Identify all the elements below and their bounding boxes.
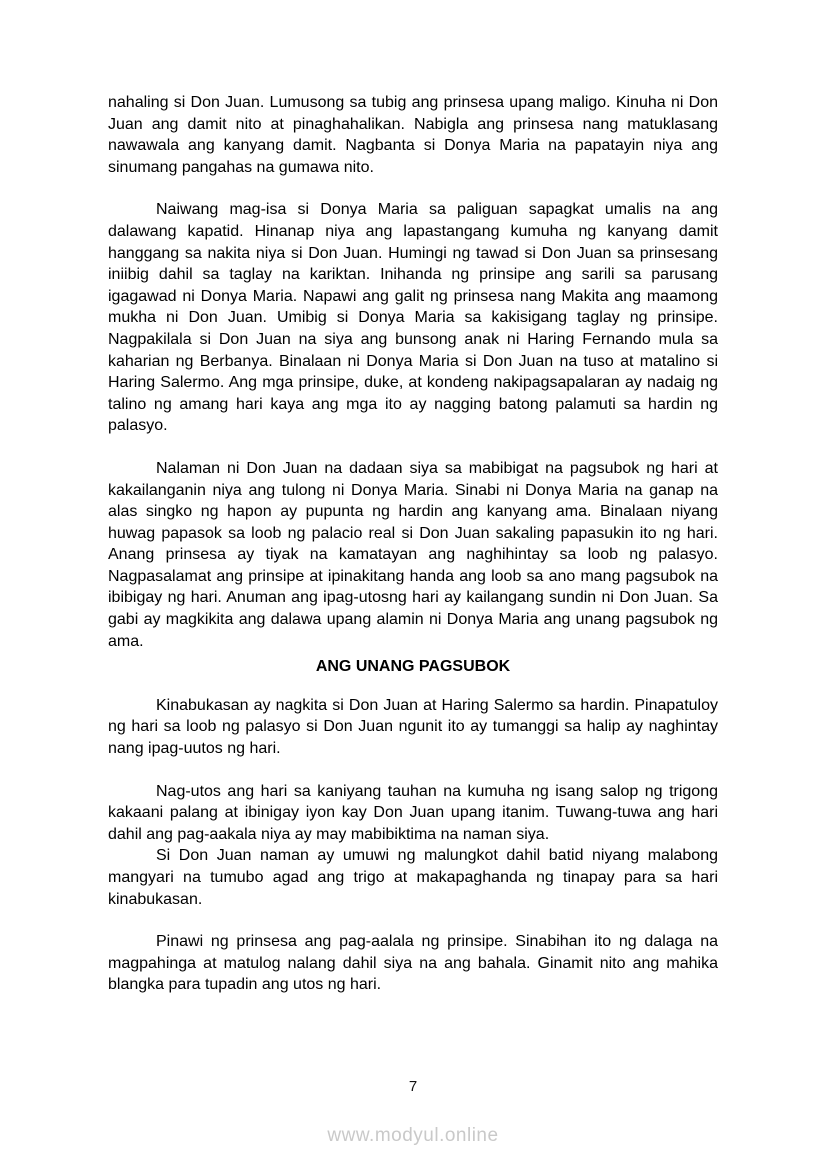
section-heading: ANG UNANG PAGSUBOK: [315, 658, 511, 676]
paragraph-continuation: nahaling si Don Juan. Lumusong sa tubig ang prinsesa upang maligo. Kinuha ni Don Juan ang damit nito at pinaghahalikan. Nabigla ang prinsesa nang matuklasang nawawala ang kanyang damit. Nagbanta si Donya Maria na papatayin niya ang sinumang pangahas na gumawa nito.: [108, 94, 718, 176]
page-number: 7: [408, 1078, 418, 1095]
document-body: [108, 92, 718, 1017]
paragraph: Pinawi ng prinsesa ang pag-aalala ng prinsipe. Sinabihan ito ng dalaga na magpahinga at matulog nalang dahil siya na ang bahala. Ginamit nito ang mahika blangka para tupadin ang utos ng hari.: [108, 933, 718, 994]
paragraph: Naiwang mag-isa si Donya Maria sa paliguan sapagkat umalis na ang dalawang kapatid. Hinanap niya ang lapastangang kumuha ng kanyang damit hanggang sa nakita niya si Don Juan. Humingi ng tawad si Don Juan sa prinsesang iniibig dahil sa taglay na kariktan. Inihanda ng prinsipe ang sarili sa parusang igagawad ni Donya Maria. Napawi ang galit ng prinsesa nang Makita ang maamong mukha ni Don Juan. Umibig si Donya Maria sa kakisigang taglay ng prinsipe. Nagpakilala si Don Juan na siya ang bunsong anak ni Haring Fernando mula sa kaharian ng Berbanya. Binalaan ni Donya Maria si Don Juan na tuso at matalino si Haring Salermo. Ang mga prinsipe, duke, at kondeng nakipagsapalaran ay nadaig ng talino ng amang hari kaya ang mga ito ay nagging batong palamuti sa hardin ng palasyo.: [108, 201, 718, 435]
watermark: www.modyul.online: [327, 1125, 499, 1146]
paragraph: Kinabukasan ay nagkita si Don Juan at Haring Salermo sa hardin. Pinapatuloy ng hari sa loob ng palasyo si Don Juan ngunit ito ay tumanggi sa halip ay naghintay nang ipag-uutos ng hari.: [108, 696, 718, 758]
paragraph: Si Don Juan naman ay umuwi ng malungkot dahil batid niyang malabong mangyari na tumubo agad ang trigo at makapaghanda ng tinapay para sa hari kinabukasan.: [108, 847, 718, 908]
paragraph: Nalaman ni Don Juan na dadaan siya sa mabibigat na pagsubok ng hari at kakailanganin niya ang tulong ni Donya Maria. Sinabi ni Donya Maria na ganap na alas singko ng hapon ay pupunta ng hardin ang kanyang ama. Binalaan niyang huwag papasok sa loob ng palacio real si Don Juan sakaling papasukin ito ng hari. Anang prinsesa ay tiyak na kamatayan ang naghihintay sa loob ng palasyo. Nagpasalamat ang prinsipe at ipinakitang handa ang loob sa ano mang pagsubok na ibibigay ng hari. Anuman ang ipag-utosng hari ay kailangang sundin ni Don Juan. Sa gabi ay magkikita ang dalawa upang alamin ni Donya Maria ang unang pagsubok ng ama.: [108, 459, 718, 650]
paragraph: Nag-utos ang hari sa kaniyang tauhan na kumuha ng isang salop ng trigong kakaani palang at ibinigay iyon kay Don Juan upang itanim. Tuwang-tuwa ang hari dahil ang pag-aakala niya ay may mabibiktima na naman siya.: [108, 782, 718, 843]
